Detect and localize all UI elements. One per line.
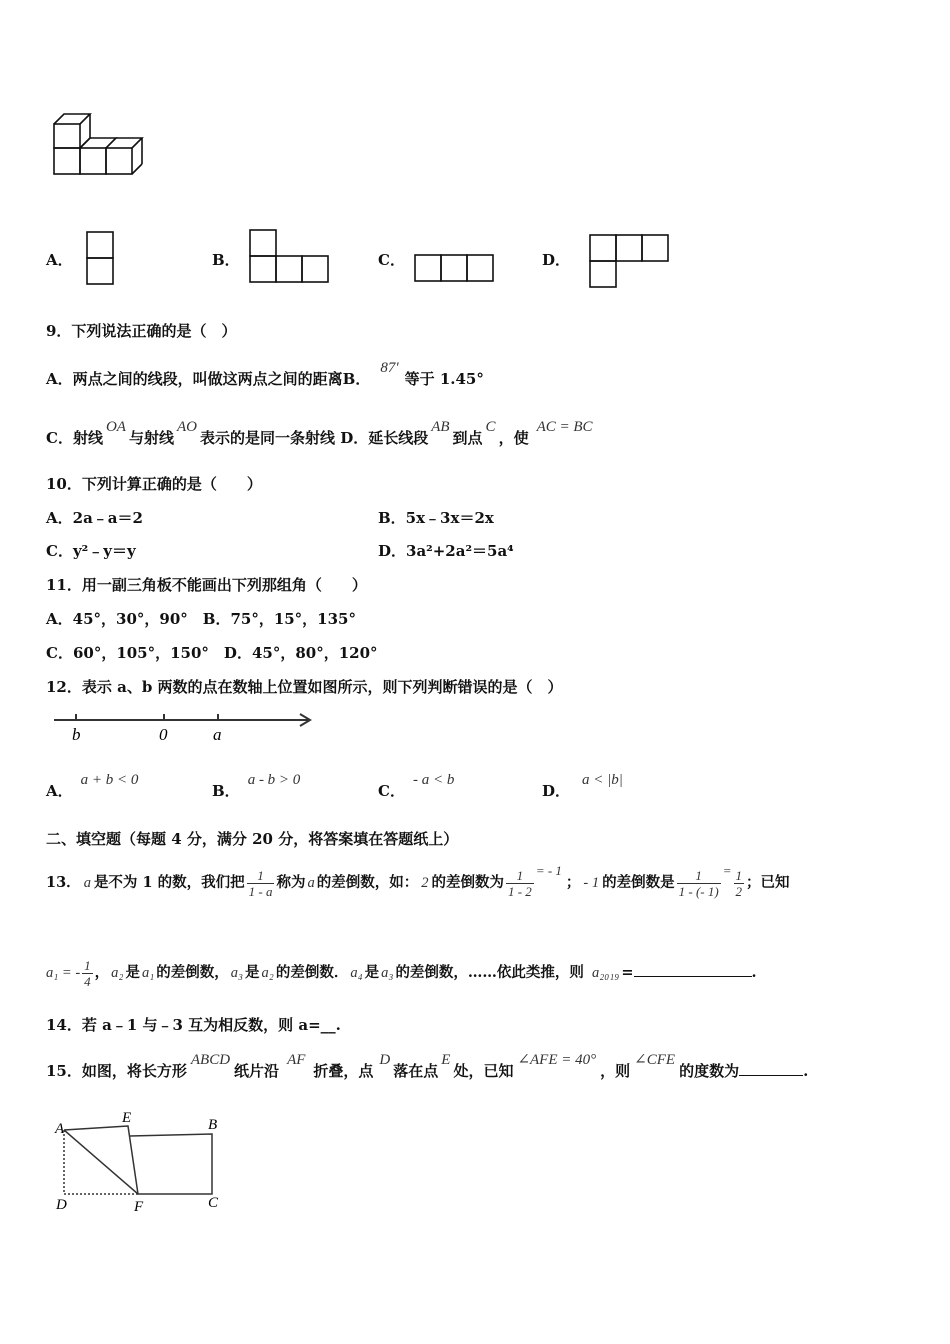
fig-label-c: C bbox=[208, 1195, 219, 1211]
q9-d-c: C bbox=[485, 419, 496, 435]
q12-option-b bbox=[212, 772, 301, 801]
q13-frac3-num: 1 bbox=[695, 867, 702, 883]
q9-c-tail: 表示的是同一条射线 D．延长线段 bbox=[199, 429, 429, 447]
q13-a: a bbox=[83, 875, 91, 891]
q8-option-b-view bbox=[248, 228, 330, 284]
q15-t2: 折叠，点 bbox=[313, 1062, 374, 1080]
q9-b-tail: 等于 1.45° bbox=[404, 370, 484, 388]
q14: 14．若 a﹣1 与﹣3 互为相反数，则 a=__. bbox=[46, 1016, 341, 1034]
q9-option-a-b bbox=[46, 360, 484, 389]
q13-t1: 是不为 1 的数，我们把 bbox=[93, 874, 245, 891]
q13-a4: a₄ bbox=[350, 965, 363, 981]
q15-e: E bbox=[441, 1052, 451, 1068]
q9-c-oa: OA bbox=[105, 419, 126, 435]
q15-t5: ，则 bbox=[600, 1062, 631, 1080]
q13-a3: a₃ bbox=[230, 965, 244, 981]
q13-tail: 的差倒数，……依此类推，则 bbox=[395, 964, 584, 981]
q13-a2-b: a₂ bbox=[261, 965, 274, 981]
q13-is-1: 是 bbox=[125, 964, 140, 981]
q9-d-mid: 到点 bbox=[452, 429, 483, 447]
q13-of-1: 的差倒数， bbox=[156, 964, 229, 981]
axis-label-a: a bbox=[213, 725, 222, 744]
q13-is-3: 是 bbox=[364, 964, 380, 981]
q9-c-mid: 与射线 bbox=[128, 429, 174, 447]
q8-option-a-view bbox=[86, 230, 116, 286]
q9-b-value: 87′ bbox=[380, 360, 399, 376]
q13-neg1: - 1 bbox=[583, 875, 600, 891]
q12-b-expr: a - b > 0 bbox=[247, 772, 301, 788]
q13-semi: ； bbox=[565, 874, 581, 891]
q13-frac2-num: 1 bbox=[516, 867, 524, 883]
q12-b-label: B． bbox=[212, 782, 240, 800]
q12-c-label: C． bbox=[378, 782, 405, 800]
q15-t3: 落在点 bbox=[393, 1062, 439, 1080]
q13-a2019: a₂₀₁₉ bbox=[591, 965, 620, 981]
q10-option-a: A．2a﹣a＝2 bbox=[46, 509, 143, 527]
q15-af: AF bbox=[287, 1052, 306, 1068]
q15-t4: 处，已知 bbox=[453, 1062, 514, 1080]
section-heading: 二、填空题（每题 4 分，满分 20 分，将答案填在答题纸上） bbox=[46, 830, 459, 848]
q13-frac1 bbox=[247, 868, 275, 899]
solid-figure bbox=[50, 108, 150, 178]
q13-frac4 bbox=[734, 868, 745, 899]
q13-frac4-num: 1 bbox=[735, 867, 742, 883]
q13-comma: ， bbox=[94, 964, 110, 981]
q12-a-label: A． bbox=[46, 782, 73, 800]
q13-end: . bbox=[751, 964, 757, 981]
q15-angle1: ∠AFE = 40° bbox=[517, 1052, 597, 1068]
q13-frac3 bbox=[677, 868, 721, 899]
q13-num: 13． bbox=[46, 874, 81, 891]
q9-a-text: A．两点之间的线段，叫做这两点之间的距离B． bbox=[46, 370, 371, 388]
q13-answer-blank[interactable] bbox=[634, 962, 752, 977]
q13-t3: 的差倒数，如： bbox=[316, 874, 419, 891]
q11-options-cd: C．60°，105°，150° D．45°，80°，120° bbox=[46, 644, 378, 662]
q13-t2: 称为 bbox=[276, 874, 306, 891]
q13-frac3-den: 1 - (- 1) bbox=[678, 883, 719, 899]
q13-of-2: 的差倒数． bbox=[275, 964, 349, 981]
q9-d-ab: AB bbox=[431, 419, 450, 435]
q13-frac5-den: 4 bbox=[84, 973, 91, 989]
q8-option-b: B． bbox=[212, 251, 240, 269]
q12-d-expr: a < |b| bbox=[582, 772, 623, 788]
q13-frac1-den: 1 - a bbox=[248, 883, 273, 899]
q10-option-d: D．3a²+2a²＝5a⁴ bbox=[378, 542, 514, 560]
q13-a-2: a bbox=[307, 875, 315, 891]
q9-c-lead: C．射线 bbox=[46, 429, 103, 447]
q8-option-d: D． bbox=[542, 251, 571, 269]
axis-label-0: 0 bbox=[159, 725, 168, 744]
q12-a-expr: a + b < 0 bbox=[80, 772, 139, 788]
q13-is-2: 是 bbox=[245, 964, 260, 981]
q13-a2: a₂ bbox=[111, 965, 124, 981]
q15-d: D bbox=[379, 1052, 391, 1068]
q13-eq1: = - 1 bbox=[535, 863, 562, 878]
q8-option-a: A． bbox=[46, 251, 73, 269]
q13-frac1-num: 1 bbox=[257, 867, 264, 883]
q11-options-ab: A．45°，30°，90° B．75°，15°，135° bbox=[46, 610, 356, 628]
q13-a1eq: a₁ = - bbox=[46, 965, 81, 981]
q15-figure bbox=[52, 1108, 232, 1218]
q12-option-a bbox=[46, 772, 139, 801]
q15-t6: 的度数为 bbox=[679, 1062, 740, 1080]
q9-d-eq: AC = BC bbox=[536, 419, 593, 435]
q13-line1 bbox=[46, 858, 790, 908]
q9-stem: 9．下列说法正确的是（ ） bbox=[46, 322, 237, 340]
q9-c-ao: AO bbox=[176, 419, 197, 435]
q13-frac4-den: 2 bbox=[735, 883, 742, 899]
q9-d-mid2: ，使 bbox=[498, 429, 529, 447]
q13-frac5-num: 1 bbox=[84, 957, 91, 973]
q15-angle2: ∠CFE bbox=[634, 1052, 676, 1068]
q8-option-c-view bbox=[413, 254, 495, 284]
q15-abcd: ABCD bbox=[190, 1052, 231, 1068]
q13-frac2 bbox=[506, 868, 534, 899]
q13-t6: ；已知 bbox=[746, 874, 790, 891]
q15-text bbox=[46, 1052, 809, 1081]
q12-option-d bbox=[542, 772, 623, 801]
q13-a1: a₁ bbox=[141, 965, 155, 981]
q13-frac5 bbox=[82, 958, 93, 989]
fig-label-f: F bbox=[134, 1199, 144, 1215]
q13-line2 bbox=[46, 948, 757, 998]
q13-t4: 的差倒数为 bbox=[431, 874, 504, 891]
q11-stem: 11．用一副三角板不能画出下列那组角（ ） bbox=[46, 576, 367, 594]
q15-num: 15．如图，将长方形 bbox=[46, 1062, 187, 1080]
q13-t5: 的差倒数是 bbox=[602, 874, 675, 891]
q13-eq2: = bbox=[722, 863, 732, 878]
q15-t1: 纸片沿 bbox=[234, 1062, 280, 1080]
fig-label-d: D bbox=[56, 1197, 67, 1213]
q15-answer-blank[interactable] bbox=[739, 1061, 803, 1076]
fig-label-a: A bbox=[55, 1121, 65, 1137]
fig-label-b: B bbox=[208, 1117, 218, 1133]
q13-eqsign: = bbox=[621, 964, 634, 981]
q12-option-c bbox=[378, 772, 455, 801]
fig-label-e: E bbox=[122, 1110, 132, 1126]
q9-option-c-d bbox=[46, 419, 593, 448]
q10-stem: 10．下列计算正确的是（ ） bbox=[46, 475, 262, 493]
q8-option-c: C． bbox=[378, 251, 405, 269]
q13-frac2-den: 1 - 2 bbox=[507, 883, 532, 899]
number-line bbox=[52, 710, 322, 746]
q10-option-b: B．5x﹣3x＝2x bbox=[378, 509, 494, 527]
q15-end: . bbox=[803, 1062, 809, 1080]
q10-option-c: C．y²﹣y＝y bbox=[46, 542, 136, 560]
q8-option-d-view bbox=[588, 233, 670, 289]
q12-d-label: D． bbox=[542, 782, 571, 800]
q12-c-expr: - a < b bbox=[412, 772, 455, 788]
q12-stem: 12．表示 a、b 两数的点在数轴上位置如图所示，则下列判断错误的是（ ） bbox=[46, 678, 563, 696]
q13-a3-b: a₃ bbox=[381, 965, 394, 981]
axis-label-b: b bbox=[72, 725, 81, 744]
q13-two: 2 bbox=[421, 875, 429, 891]
